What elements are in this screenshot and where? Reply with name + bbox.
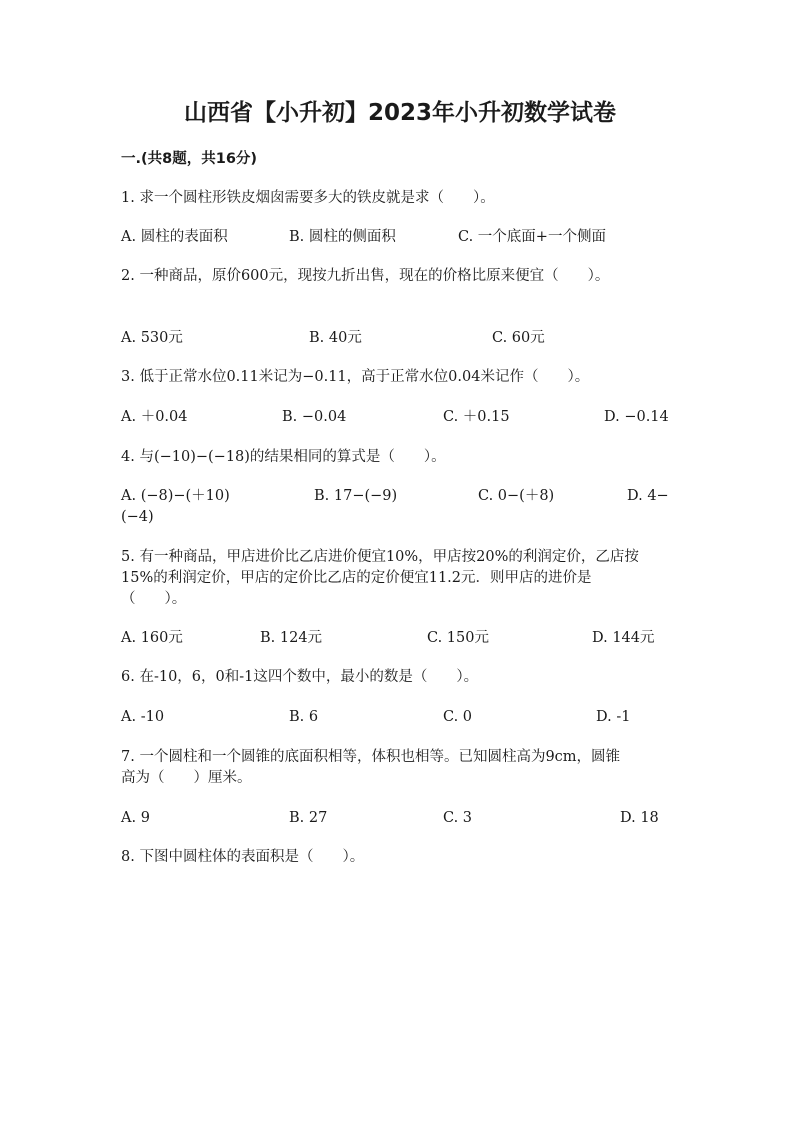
option-d: D. 4− (627, 488, 669, 504)
option-d: D. −0.14 (604, 409, 669, 425)
option-a: A. 530元 (121, 330, 183, 346)
option-a: A. (−8)−(＋10) (121, 488, 230, 504)
option-a: A. 160元 (121, 630, 183, 646)
question-text: 1. 求一个圆柱形铁皮烟囱需要多大的铁皮就是求（ ）。 (121, 190, 495, 206)
question-text: 6. 在-10，6，0和-1这四个数中，最小的数是（ ）。 (121, 669, 479, 685)
option-b: B. 圆柱的侧面积 (289, 229, 396, 245)
option-b: B. 17−(−9) (314, 488, 398, 504)
question-text-line-1: 7. 一个圆柱和一个圆锥的底面积相等，体积也相等。已知圆柱高为9cm，圆锥 (121, 749, 621, 765)
option-a: A. -10 (121, 709, 165, 725)
option-c: C. 60元 (492, 330, 545, 346)
option-b: B. 27 (289, 810, 328, 826)
option-d-continued: (−4) (121, 509, 154, 525)
option-c: C. 0 (443, 709, 473, 725)
option-d: D. -1 (596, 709, 631, 725)
question-text-line-2: 高为（ ）厘米。 (121, 770, 252, 786)
option-c: C. 0−(＋8) (478, 488, 555, 504)
option-b: B. −0.04 (282, 409, 347, 425)
option-a: A. 圆柱的表面积 (121, 229, 228, 245)
option-c: C. ＋0.15 (443, 409, 510, 425)
option-c: C. 150元 (427, 630, 489, 646)
question-text: 3. 低于正常水位0.11米记为−0.11，高于正常水位0.04米记作（ ）。 (121, 369, 590, 385)
option-a: A. ＋0.04 (121, 409, 188, 425)
option-c: C. 一个底面+一个侧面 (458, 229, 606, 245)
question-text: 8. 下图中圆柱体的表面积是（ ）。 (121, 849, 365, 865)
question-text-line-2: 15%的利润定价，甲店的定价比乙店的定价便宜11.2元．则甲店的进价是 (121, 570, 592, 586)
option-a: A. 9 (121, 810, 150, 826)
option-d: D. 144元 (592, 630, 655, 646)
page-title: 山西省【小升初】2023年小升初数学试卷 (183, 100, 616, 126)
option-b: B. 6 (289, 709, 319, 725)
option-b: B. 124元 (260, 630, 323, 646)
option-c: C. 3 (443, 810, 473, 826)
question-text: 2. 一种商品，原价600元，现按九折出售，现在的价格比原来便宜（ ）。 (121, 268, 610, 284)
question-text-line-3: （ ）。 (121, 591, 187, 607)
option-b: B. 40元 (309, 330, 362, 346)
section-heading: 一.(共8题，共16分) (121, 151, 258, 167)
question-text: 4. 与(−10)−(−18)的结果相同的算式是（ ）。 (121, 449, 446, 465)
option-d: D. 18 (620, 810, 659, 826)
question-text-line-1: 5. 有一种商品，甲店进价比乙店进价便宜10%，甲店按20%的利润定价，乙店按 (121, 549, 639, 565)
